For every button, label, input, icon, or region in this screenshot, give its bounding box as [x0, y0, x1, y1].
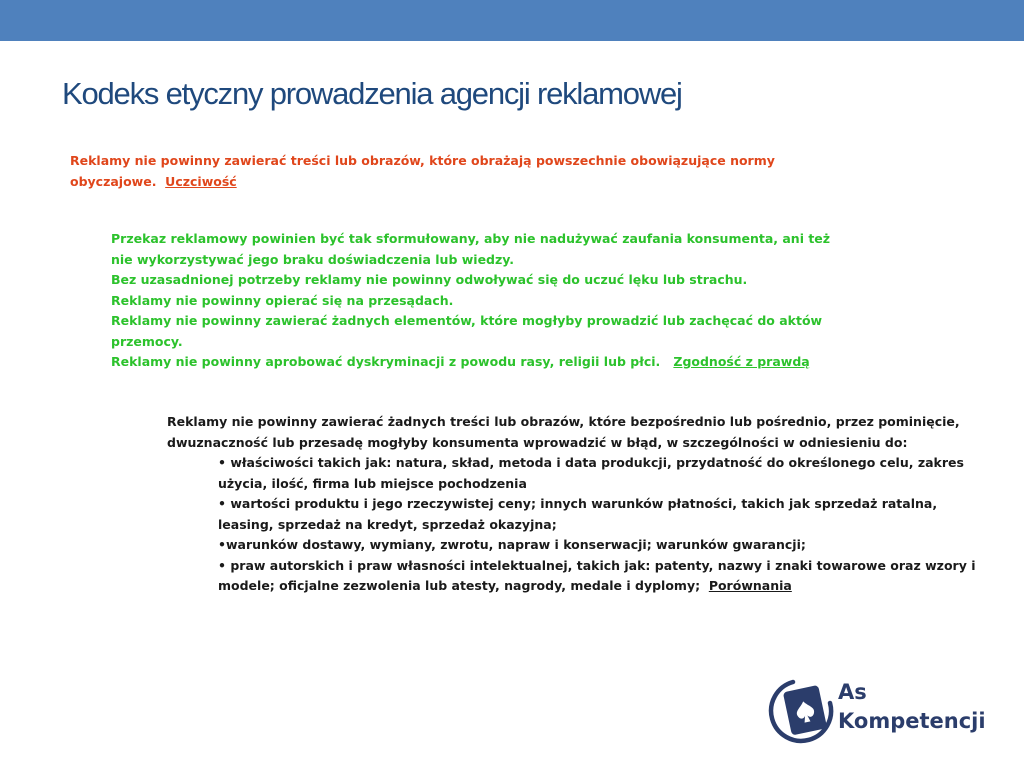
truthfulness-link[interactable]: Zgodność z prawdą: [673, 354, 810, 369]
section-comparisons: [167, 412, 977, 597]
comparisons-last-bullet: [167, 556, 977, 597]
truthfulness-line: Reklamy nie powinny zawierać żadnych elementów, które mogłyby prowadzić lub zachęcać do aktów przemocy.: [111, 313, 823, 349]
header-bar: [0, 0, 1024, 41]
logo-line-2: Kompetencji: [838, 709, 986, 733]
truthfulness-line: Bez uzasadnionej potrzeby reklamy nie powinny odwoływać się do uczuć lęku lub strachu.: [111, 272, 748, 287]
logo-text: [838, 678, 986, 736]
comparisons-bullet: •warunków dostawy, wymiany, zwrotu, napraw i konserwacji; warunków gwarancji;: [218, 537, 806, 552]
section-honesty: [70, 151, 800, 192]
comparisons-bullet: • wartości produktu i jego rzeczywistej ceny; innych warunków płatności, takich jak sprzedaż ratalna, leasing, sprzedaż na kredyt, sprzedaż okazyjna;: [218, 496, 938, 532]
logo-line-1: As: [838, 680, 867, 704]
spade-card-icon: [768, 676, 834, 744]
section-honesty-paragraph: [70, 151, 800, 192]
truthfulness-last-line: Reklamy nie powinny aprobować dyskryminacji z powodu rasy, religii lub płci.: [111, 354, 661, 369]
honesty-link[interactable]: Uczciwość: [165, 173, 237, 189]
comparisons-link[interactable]: Porównania: [708, 578, 792, 593]
section-truthfulness: [111, 229, 851, 373]
comparisons-last-bullet-text: • praw autorskich i praw własności intelektualnej, takich jak: patenty, nazwy i znaki towarowe oraz wzory i modele; oficjalne zezwolenia lub atesty, nagrody, medale i dyplomy;: [218, 557, 976, 593]
truthfulness-line: Reklamy nie powinny opierać się na przesądach.: [111, 292, 454, 308]
truthfulness-last-paragraph: [111, 352, 851, 373]
logo: [768, 676, 998, 744]
comparisons-intro: Reklamy nie powinny zawierać żadnych treści lub obrazów, które bezpośrednio lub pośrednio, przez pominięcie, dwuznaczność lub przesadę mogłyby konsumenta wprowadzić w błąd, w szczególności w odniesieniu do:: [167, 414, 960, 450]
slide-title: Kodeks etyczny prowadzenia agencji reklamowej: [62, 76, 682, 111]
section-honesty-text: Reklamy nie powinny zawierać treści lub obrazów, które obrażają powszechnie obowiązujące normy obyczajowe.: [70, 153, 775, 189]
truthfulness-line: Przekaz reklamowy powinien być tak sformułowany, aby nie nadużywać zaufania konsumenta, ani też nie wykorzystywać jego braku doświadczenia lub wiedzy.: [111, 231, 831, 267]
comparisons-bullet: • właściwości takich jak: natura, skład, metoda i data produkcji, przydatność do określonego celu, zakres użycia, ilość, firma lub miejsce pochodzenia: [218, 455, 964, 491]
